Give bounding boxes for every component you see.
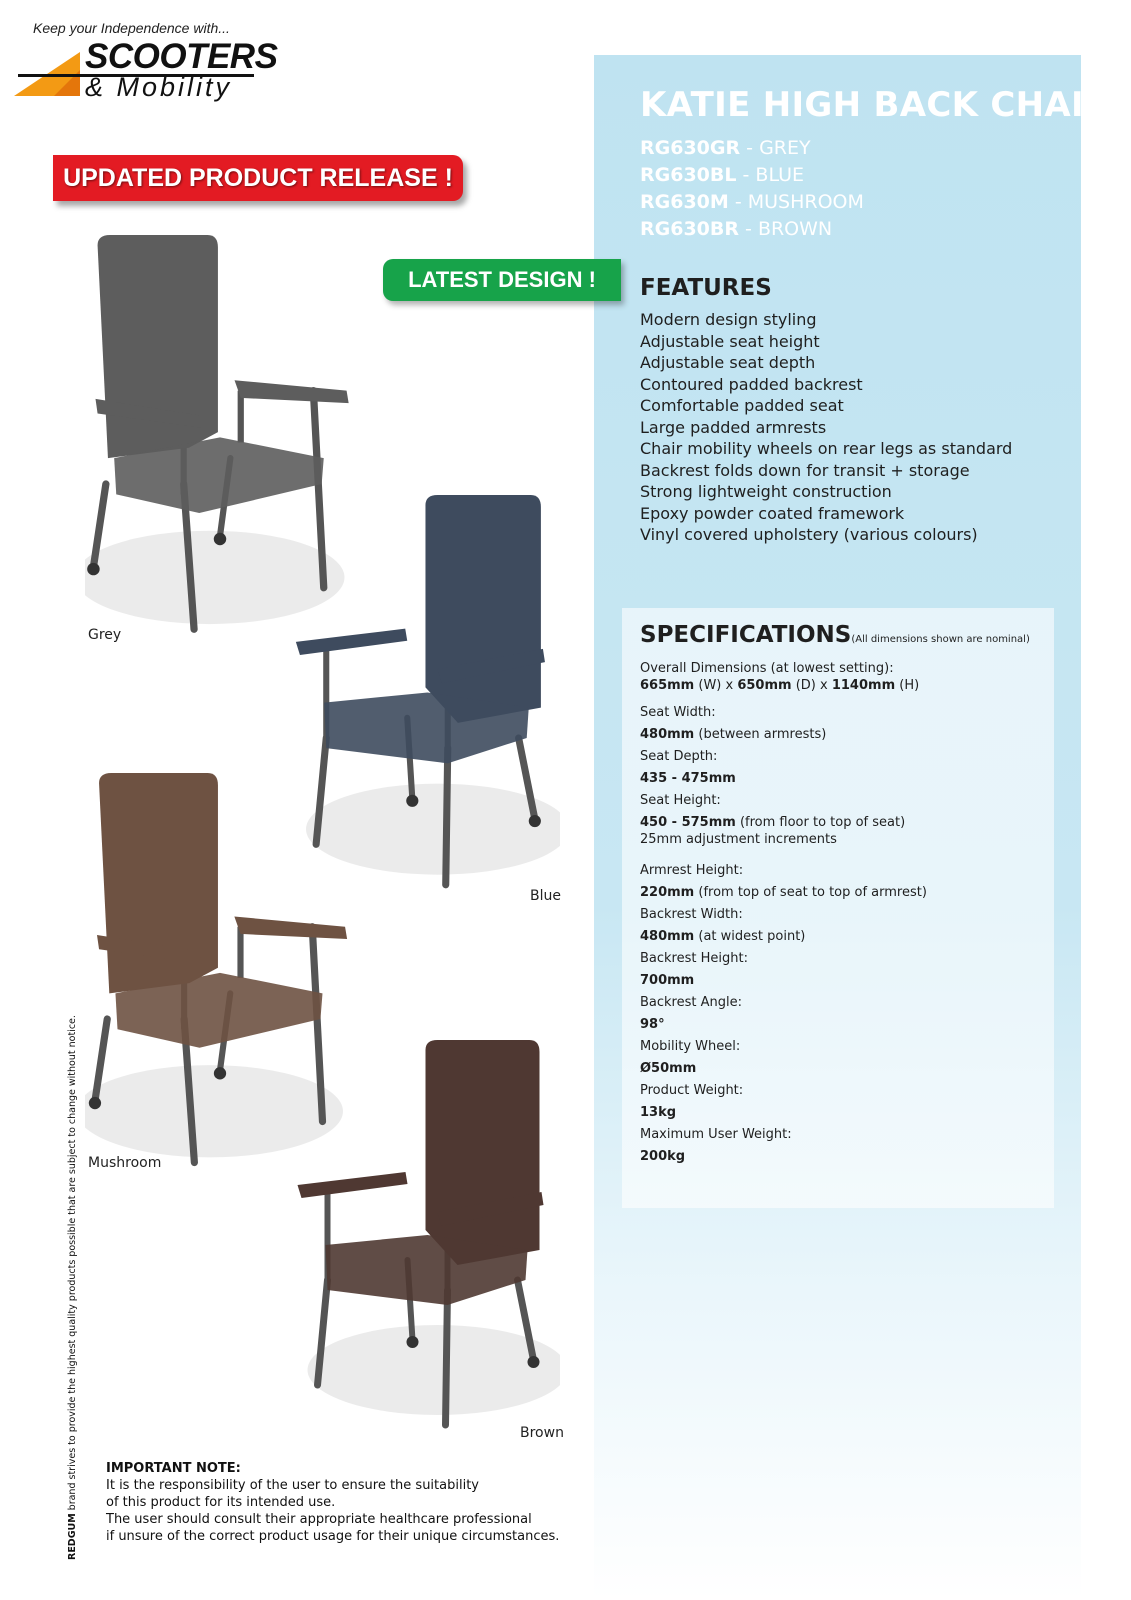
- spec-armrest-height-number: 220mm: [640, 885, 695, 900]
- tagline: Keep your Independence with...: [33, 20, 230, 36]
- product-code-line: [640, 137, 811, 159]
- product-colour: - GREY: [746, 137, 811, 159]
- spec-weight-value: [640, 1105, 676, 1120]
- latest-design-banner: LATEST DESIGN !: [383, 259, 621, 301]
- feature-item: Strong lightweight construction: [640, 482, 892, 501]
- spec-backrest-angle-value: [640, 1017, 665, 1032]
- spec-overall-w-unit: (W) x: [698, 678, 734, 693]
- chair-label-mushroom: Mushroom: [88, 1155, 162, 1171]
- spec-wheel-label: Mobility Wheel:: [640, 1039, 741, 1054]
- important-note-line: The user should consult their appropriate healthcare professional: [106, 1512, 532, 1527]
- feature-item: Chair mobility wheels on rear legs as standard: [640, 439, 1013, 458]
- feature-item: Comfortable padded seat: [640, 396, 844, 415]
- side-disclaimer-brand: REDGUM: [67, 1513, 78, 1560]
- spec-backrest-height-value: [640, 973, 694, 988]
- product-code-line: [640, 191, 864, 213]
- product-code: RG630BL: [640, 164, 737, 186]
- features-heading: FEATURES: [640, 275, 772, 301]
- spec-seat-depth-value: [640, 771, 736, 786]
- important-note-line: if unsure of the correct product usage for their unique circumstances.: [106, 1529, 560, 1544]
- spec-max-user-number: 200kg: [640, 1149, 686, 1164]
- feature-item: Large padded armrests: [640, 417, 827, 437]
- spec-overall-h: 1140mm: [831, 678, 896, 693]
- spec-backrest-width-value: [640, 929, 805, 944]
- spec-wheel-value: [640, 1061, 696, 1076]
- product-code: RG630GR: [640, 137, 741, 159]
- spec-backrest-height-number: 700mm: [640, 973, 695, 988]
- important-note: [106, 1460, 559, 1545]
- product-code-line: [640, 218, 832, 240]
- product-code-line: [640, 164, 804, 186]
- spec-max-user-value: [640, 1149, 685, 1164]
- chair-label-grey: Grey: [88, 627, 122, 643]
- product-colour: - MUSHROOM: [734, 191, 864, 213]
- side-disclaimer-text: brand strives to provide the highest quality products possible that are subject to change without notice.: [67, 1015, 78, 1514]
- spec-seat-width-note: (between armrests): [698, 727, 827, 742]
- spec-wheel-number: Ø50mm: [640, 1061, 697, 1076]
- feature-item: Epoxy powder coated framework: [640, 503, 905, 523]
- spec-overall-value: [640, 678, 919, 693]
- spec-weight-label: Product Weight:: [640, 1083, 744, 1098]
- spec-overall-h-unit: (H): [899, 678, 920, 693]
- spec-seat-height-note: (from floor to top of seat): [739, 815, 906, 830]
- product-colour: - BROWN: [745, 218, 833, 240]
- spec-seat-width-label: Seat Width:: [640, 705, 716, 720]
- feature-item: Vinyl covered upholstery (various colours): [640, 525, 978, 544]
- spec-seat-height-label: Seat Height:: [640, 793, 721, 808]
- important-note-line: It is the responsibility of the user to ensure the suitability: [106, 1478, 479, 1493]
- spec-armrest-height-note: (from top of seat to top of armrest): [698, 885, 927, 900]
- product-code: RG630M: [640, 191, 729, 213]
- important-note-line: of this product for its intended use.: [106, 1495, 336, 1510]
- logo-text-mobility: & Mobility: [85, 72, 233, 102]
- spec-weight-number: 13kg: [640, 1105, 677, 1120]
- specifications-heading: [640, 622, 1030, 648]
- spec-overall-label: Overall Dimensions (at lowest setting):: [640, 661, 894, 676]
- spec-max-user-label: Maximum User Weight:: [640, 1127, 792, 1142]
- spec-backrest-width-label: Backrest Width:: [640, 907, 743, 922]
- spec-backrest-angle-label: Backrest Angle:: [640, 995, 742, 1010]
- spec-backrest-height-label: Backrest Height:: [640, 951, 748, 966]
- spec-seat-height-increments: 25mm adjustment increments: [640, 832, 837, 847]
- feature-item: Adjustable seat height: [640, 331, 820, 351]
- spec-backrest-width-note: (at widest point): [698, 929, 806, 944]
- features-list: [640, 309, 1012, 546]
- spec-seat-depth-label: Seat Depth:: [640, 749, 718, 764]
- product-title: KATIE HIGH BACK CHAIR: [640, 85, 1111, 125]
- side-disclaimer: [67, 1015, 78, 1560]
- feature-item: Contoured padded backrest: [640, 374, 863, 394]
- feature-item: Adjustable seat depth: [640, 353, 816, 372]
- spec-armrest-height-label: Armrest Height:: [640, 863, 744, 878]
- product-code: RG630BR: [640, 218, 739, 240]
- specifications-title: SPECIFICATIONS: [640, 622, 852, 648]
- important-note-title: IMPORTANT NOTE:: [106, 1461, 241, 1476]
- spec-overall-w: 665mm: [640, 678, 695, 693]
- brown-chair-image: [295, 1040, 560, 1440]
- logo-text-scooters: SCOOTERS: [85, 37, 278, 76]
- spec-seat-width-value: [640, 727, 826, 742]
- spec-backrest-width-number: 480mm: [640, 929, 695, 944]
- product-colour: - BLUE: [742, 164, 805, 186]
- spec-armrest-height-value: [640, 885, 927, 900]
- spec-seat-width-number: 480mm: [640, 727, 695, 742]
- spec-seat-depth-number: 435 - 475mm: [640, 771, 736, 786]
- spec-seat-height-value: [640, 815, 905, 830]
- spec-overall-d-unit: (D) x: [795, 678, 828, 693]
- specifications-note: (All dimensions shown are nominal): [851, 634, 1030, 645]
- spec-backrest-angle-number: 98°: [640, 1017, 665, 1032]
- updated-release-banner: UPDATED PRODUCT RELEASE !: [53, 155, 463, 201]
- spec-seat-height-number: 450 - 575mm: [640, 815, 736, 830]
- chair-label-brown: Brown: [520, 1425, 564, 1441]
- chair-label-blue: Blue: [530, 888, 561, 904]
- spec-overall-d: 650mm: [737, 678, 792, 693]
- feature-item: Modern design styling: [640, 310, 817, 329]
- feature-item: Backrest folds down for transit + storage: [640, 460, 970, 480]
